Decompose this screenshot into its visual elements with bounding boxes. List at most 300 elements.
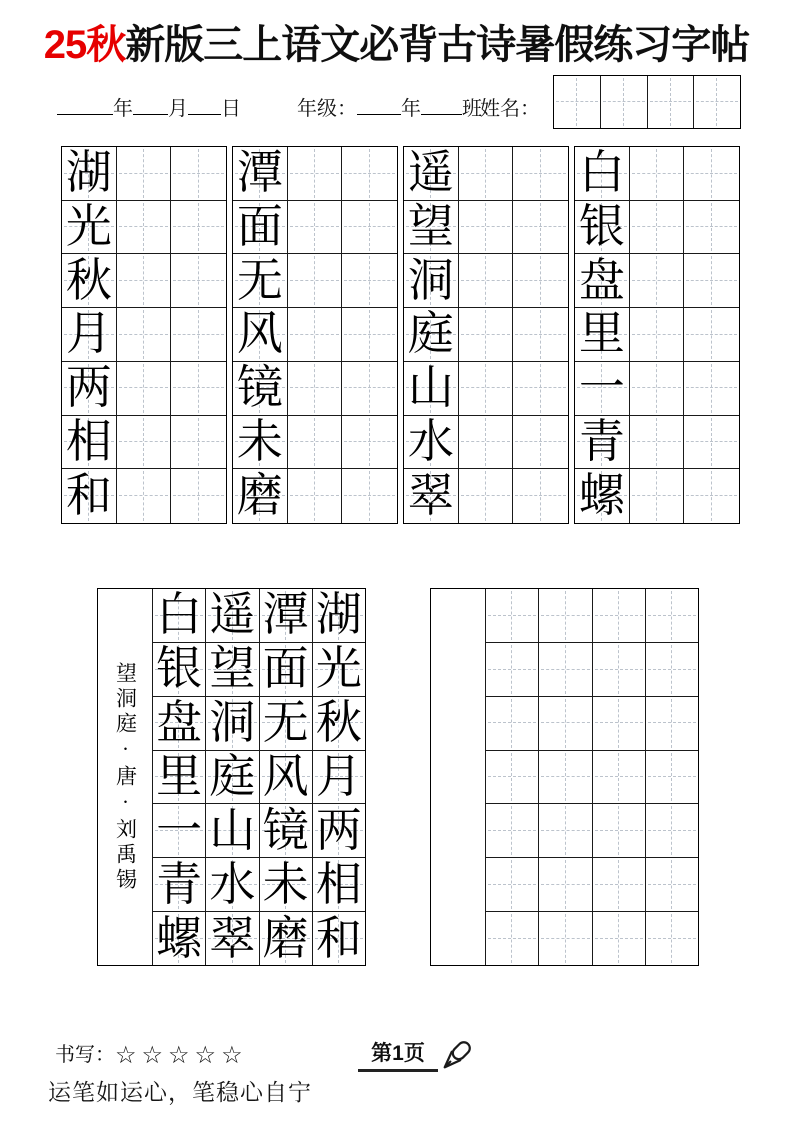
tianzige-cell: [486, 697, 538, 751]
center-guide-vertical: [314, 149, 315, 198]
tianzige-cell: [513, 362, 568, 416]
tianzige-cell: [260, 858, 312, 912]
practice-character: 磨: [262, 912, 309, 964]
tianzige-cell: [260, 912, 312, 965]
practice-character: 庭: [407, 308, 454, 360]
center-guide-horizontal: [119, 441, 169, 442]
center-guide-vertical: [656, 471, 657, 521]
center-guide-horizontal: [648, 938, 696, 939]
center-guide-vertical: [618, 699, 619, 748]
tianzige-cell: [646, 643, 698, 697]
practice-grid-line-2: [232, 146, 398, 524]
center-guide-horizontal: [541, 938, 589, 939]
practice-character: 月: [65, 308, 112, 360]
tianzige-cell: [206, 858, 258, 912]
practice-character: 两: [65, 362, 112, 414]
practice-grid-line-1: [61, 146, 227, 524]
tianzige-cell: [486, 912, 538, 965]
practice-character: 磨: [236, 470, 283, 522]
tianzige-cell: [593, 643, 645, 697]
center-guide-horizontal: [488, 884, 536, 885]
tianzige-cell: [404, 416, 459, 470]
tianzige-cell: [206, 643, 258, 697]
tianzige-cell: [233, 362, 288, 416]
tianzige-cell: [117, 416, 172, 470]
center-guide-horizontal: [119, 280, 169, 281]
tianzige-cell: [260, 751, 312, 805]
center-guide-vertical: [618, 645, 619, 694]
tianzige-cell: [513, 416, 568, 470]
tianzige-cell: [62, 308, 117, 362]
center-guide-vertical: [656, 256, 657, 305]
center-guide-vertical: [711, 418, 712, 467]
center-guide-horizontal: [556, 101, 598, 102]
center-guide-vertical: [143, 364, 144, 413]
center-guide-vertical: [511, 645, 512, 694]
center-guide-vertical: [314, 418, 315, 467]
practice-character: 镜: [236, 362, 283, 414]
tianzige-cell: [171, 201, 226, 255]
tianzige-cell: [404, 254, 459, 308]
center-guide-vertical: [485, 364, 486, 413]
practice-character: 月: [315, 751, 362, 802]
practice-character: 银: [578, 201, 625, 253]
center-guide-horizontal: [344, 280, 395, 281]
center-guide-vertical: [314, 310, 315, 359]
center-guide-horizontal: [344, 173, 395, 174]
grade-year-label: 年: [401, 98, 421, 120]
practice-character: 庭: [209, 751, 256, 802]
tianzige-cell: [117, 147, 172, 201]
center-guide-vertical: [369, 418, 370, 467]
center-guide-vertical: [656, 149, 657, 198]
practice-character: 湖: [315, 589, 362, 641]
tianzige-cell: [630, 416, 685, 470]
tianzige-cell: [62, 254, 117, 308]
tianzige-cell: [171, 254, 226, 308]
center-guide-vertical: [711, 256, 712, 305]
center-guide-horizontal: [173, 334, 224, 335]
center-guide-vertical: [511, 699, 512, 748]
tianzige-cell: [171, 147, 226, 201]
tianzige-cell: [153, 912, 205, 965]
center-guide-horizontal: [461, 387, 511, 388]
practice-character: 遥: [209, 589, 256, 641]
center-guide-vertical: [143, 149, 144, 198]
center-guide-horizontal: [648, 830, 696, 831]
center-guide-vertical: [198, 471, 199, 521]
center-guide-vertical: [711, 203, 712, 252]
tianzige-cell: [117, 362, 172, 416]
tianzige-cell: [575, 201, 630, 255]
tianzige-cell: [153, 697, 205, 751]
tianzige-cell: [233, 201, 288, 255]
center-guide-vertical: [671, 645, 672, 694]
practice-character: 未: [262, 858, 309, 910]
center-guide-vertical: [671, 753, 672, 802]
practice-character: 盘: [578, 254, 625, 306]
tianzige-cell: [630, 147, 685, 201]
practice-character: 里: [156, 751, 203, 802]
footer-motto: 运笔如运心，笔稳心自宁: [48, 1079, 312, 1105]
tianzige-cell: [288, 469, 343, 523]
tianzige-cell: [684, 469, 739, 523]
practice-character: 望: [209, 643, 256, 695]
tianzige-cell: [684, 147, 739, 201]
tianzige-cell: [459, 362, 514, 416]
page-title: [0, 13, 793, 70]
practice-character: 和: [315, 912, 362, 964]
tianzige-cell: [684, 254, 739, 308]
practice-character: 山: [407, 362, 454, 414]
center-guide-vertical: [656, 418, 657, 467]
practice-character: 秋: [315, 697, 362, 749]
practice-character: 白: [578, 147, 625, 199]
center-guide-vertical: [618, 591, 619, 640]
center-guide-horizontal: [595, 776, 643, 777]
center-guide-vertical: [716, 78, 717, 126]
tianzige-cell: [459, 469, 514, 523]
center-guide-horizontal: [515, 280, 566, 281]
center-guide-horizontal: [461, 280, 511, 281]
center-guide-vertical: [485, 310, 486, 359]
tianzige-cell: [459, 308, 514, 362]
center-guide-vertical: [511, 591, 512, 640]
tianzige-cell: [206, 912, 258, 965]
center-guide-vertical: [511, 860, 512, 909]
center-guide-horizontal: [173, 226, 224, 227]
center-guide-horizontal: [595, 938, 643, 939]
practice-character: 螺: [578, 470, 625, 522]
center-guide-vertical: [618, 860, 619, 909]
center-guide-horizontal: [648, 884, 696, 885]
center-guide-vertical: [565, 645, 566, 694]
tianzige-cell: [575, 147, 630, 201]
center-guide-vertical: [623, 78, 624, 126]
poem-column: [206, 589, 259, 965]
practice-character: 风: [262, 751, 309, 802]
center-guide-horizontal: [632, 387, 682, 388]
center-guide-horizontal: [173, 441, 224, 442]
tianzige-cell: [288, 147, 343, 201]
month-label: 月: [168, 98, 188, 120]
poem-title-column: [98, 589, 153, 965]
practice-character: 相: [315, 858, 362, 910]
center-guide-horizontal: [632, 280, 682, 281]
center-guide-horizontal: [686, 173, 737, 174]
tianzige-cell: [404, 201, 459, 255]
tianzige-cell: [206, 751, 258, 805]
day-label: 日: [221, 98, 241, 120]
center-guide-horizontal: [173, 280, 224, 281]
tianzige-cell: [342, 362, 397, 416]
center-guide-vertical: [656, 203, 657, 252]
tianzige-cell: [62, 416, 117, 470]
tianzige-cell: [313, 912, 365, 965]
tianzige-cell: [539, 589, 591, 643]
center-guide-horizontal: [290, 226, 340, 227]
center-guide-vertical: [618, 914, 619, 963]
page-title-highlight: 25秋: [43, 23, 126, 67]
center-guide-vertical: [369, 310, 370, 359]
tianzige-cell: [313, 751, 365, 805]
practice-character: 无: [262, 697, 309, 749]
tianzige-cell: [62, 362, 117, 416]
center-guide-horizontal: [515, 387, 566, 388]
tianzige-cell: [648, 76, 695, 128]
tianzige-cell: [260, 589, 312, 643]
center-guide-horizontal: [173, 495, 224, 496]
year-label: 年: [113, 98, 133, 120]
tianzige-cell: [342, 147, 397, 201]
practice-character: 青: [156, 858, 203, 910]
tianzige-cell: [313, 804, 365, 858]
center-guide-horizontal: [648, 669, 696, 670]
practice-character: 一: [578, 362, 625, 414]
center-guide-horizontal: [461, 173, 511, 174]
tianzige-cell: [539, 751, 591, 805]
poem-grid-empty: [430, 588, 699, 966]
tianzige-cell: [117, 308, 172, 362]
name-line: [480, 92, 540, 121]
practice-grid-line-4: [574, 146, 740, 524]
tianzige-cell: [459, 147, 514, 201]
center-guide-horizontal: [488, 722, 536, 723]
poem-column: [153, 589, 206, 965]
tianzige-cell: [342, 308, 397, 362]
grade-label: 年级：: [297, 98, 357, 120]
center-guide-vertical: [565, 591, 566, 640]
center-guide-horizontal: [488, 938, 536, 939]
tianzige-cell: [593, 804, 645, 858]
practice-character: 一: [156, 804, 203, 856]
tianzige-cell: [575, 254, 630, 308]
practice-character: 镜: [262, 804, 309, 856]
rating-label: 书写：: [55, 1044, 115, 1066]
center-guide-vertical: [314, 471, 315, 521]
tianzige-cell: [171, 308, 226, 362]
center-guide-horizontal: [344, 495, 395, 496]
center-guide-horizontal: [461, 226, 511, 227]
center-guide-vertical: [540, 471, 541, 521]
tianzige-cell: [684, 201, 739, 255]
center-guide-horizontal: [173, 387, 224, 388]
center-guide-horizontal: [686, 226, 737, 227]
center-guide-horizontal: [648, 776, 696, 777]
tianzige-cell: [171, 416, 226, 470]
center-guide-horizontal: [488, 776, 536, 777]
tianzige-cell: [575, 416, 630, 470]
center-guide-vertical: [671, 591, 672, 640]
tianzige-cell: [593, 589, 645, 643]
practice-character: 秋: [65, 254, 112, 306]
tianzige-cell: [630, 254, 685, 308]
center-guide-horizontal: [119, 387, 169, 388]
center-guide-horizontal: [488, 830, 536, 831]
tianzige-cell: [342, 416, 397, 470]
tianzige-cell: [288, 201, 343, 255]
center-guide-vertical: [540, 149, 541, 198]
center-guide-vertical: [369, 149, 370, 198]
center-guide-vertical: [143, 203, 144, 252]
center-guide-horizontal: [541, 615, 589, 616]
tianzige-cell: [404, 147, 459, 201]
center-guide-vertical: [565, 860, 566, 909]
tianzige-cell: [260, 643, 312, 697]
center-guide-horizontal: [461, 441, 511, 442]
tianzige-cell: [233, 416, 288, 470]
tianzige-cell: [153, 751, 205, 805]
center-guide-vertical: [314, 203, 315, 252]
center-guide-vertical: [198, 203, 199, 252]
center-guide-vertical: [369, 471, 370, 521]
tianzige-cell: [459, 416, 514, 470]
center-guide-vertical: [198, 364, 199, 413]
tianzige-cell: [539, 643, 591, 697]
practice-character: 螺: [156, 912, 203, 964]
practice-character: 光: [315, 643, 362, 695]
center-guide-horizontal: [488, 615, 536, 616]
center-guide-horizontal: [541, 830, 589, 831]
center-guide-horizontal: [290, 495, 340, 496]
tianzige-cell: [539, 912, 591, 965]
center-guide-vertical: [711, 364, 712, 413]
center-guide-horizontal: [515, 441, 566, 442]
center-guide-horizontal: [515, 495, 566, 496]
center-guide-vertical: [565, 806, 566, 855]
grade-class-label: 班: [462, 98, 482, 120]
center-guide-vertical: [314, 256, 315, 305]
tianzige-cell: [404, 469, 459, 523]
tianzige-cell: [694, 76, 740, 128]
tianzige-cell: [459, 201, 514, 255]
practice-character: 无: [236, 254, 283, 306]
center-guide-vertical: [369, 203, 370, 252]
center-guide-vertical: [671, 806, 672, 855]
tianzige-cell: [342, 254, 397, 308]
tianzige-cell: [486, 858, 538, 912]
center-guide-horizontal: [119, 173, 169, 174]
practice-character: 水: [209, 858, 256, 910]
tianzige-cell: [342, 469, 397, 523]
practice-character: 潭: [262, 589, 309, 641]
name-label: 姓名：: [480, 98, 540, 120]
center-guide-vertical: [671, 914, 672, 963]
practice-character: 洞: [209, 697, 256, 749]
center-guide-horizontal: [515, 334, 566, 335]
practice-character: 潭: [236, 147, 283, 199]
practice-grid-line-3: [403, 146, 569, 524]
center-guide-horizontal: [541, 669, 589, 670]
center-guide-horizontal: [119, 226, 169, 227]
poem-title-vertical-text: 望洞庭·唐·刘禹锡: [113, 661, 138, 893]
center-guide-vertical: [511, 914, 512, 963]
tianzige-cell: [593, 912, 645, 965]
tianzige-cell: [684, 308, 739, 362]
center-guide-vertical: [485, 418, 486, 467]
center-guide-vertical: [711, 471, 712, 521]
tianzige-cell: [684, 362, 739, 416]
tianzige-cell: [646, 751, 698, 805]
rating-stars: ☆☆☆☆☆: [115, 1043, 248, 1069]
center-guide-vertical: [540, 310, 541, 359]
tianzige-cell: [486, 751, 538, 805]
grade-line: [297, 92, 482, 121]
date-line: [57, 92, 241, 121]
center-guide-horizontal: [541, 722, 589, 723]
center-guide-vertical: [485, 203, 486, 252]
tianzige-cell: [513, 469, 568, 523]
center-guide-horizontal: [173, 173, 224, 174]
center-guide-vertical: [511, 806, 512, 855]
tianzige-cell: [539, 804, 591, 858]
center-guide-horizontal: [686, 387, 737, 388]
center-guide-vertical: [540, 364, 541, 413]
center-guide-vertical: [143, 256, 144, 305]
center-guide-vertical: [198, 310, 199, 359]
tianzige-cell: [206, 697, 258, 751]
center-guide-horizontal: [488, 669, 536, 670]
practice-character: 面: [262, 643, 309, 695]
tianzige-cell: [233, 254, 288, 308]
center-guide-horizontal: [119, 334, 169, 335]
poem-column: [539, 589, 592, 965]
center-guide-horizontal: [595, 615, 643, 616]
center-guide-horizontal: [461, 495, 511, 496]
center-guide-vertical: [540, 203, 541, 252]
tianzige-cell: [233, 147, 288, 201]
tianzige-cell: [575, 362, 630, 416]
center-guide-horizontal: [686, 334, 737, 335]
poem-column: [486, 589, 539, 965]
tianzige-cell: [288, 308, 343, 362]
center-guide-horizontal: [595, 830, 643, 831]
center-guide-horizontal: [344, 441, 395, 442]
practice-character: 翠: [209, 912, 256, 964]
center-guide-vertical: [711, 310, 712, 359]
tianzige-cell: [646, 912, 698, 965]
tianzige-cell: [513, 308, 568, 362]
center-guide-horizontal: [632, 495, 682, 496]
tianzige-cell: [513, 201, 568, 255]
tianzige-cell: [601, 76, 648, 128]
tianzige-cell: [684, 416, 739, 470]
tianzige-cell: [630, 308, 685, 362]
tianzige-cell: [171, 469, 226, 523]
poem-column: [593, 589, 646, 965]
center-guide-horizontal: [119, 495, 169, 496]
center-guide-horizontal: [515, 173, 566, 174]
center-guide-vertical: [198, 149, 199, 198]
center-guide-vertical: [670, 78, 671, 126]
tianzige-cell: [630, 201, 685, 255]
center-guide-horizontal: [290, 441, 340, 442]
practice-character: 银: [156, 643, 203, 695]
center-guide-vertical: [143, 310, 144, 359]
center-guide-vertical: [565, 699, 566, 748]
center-guide-vertical: [540, 256, 541, 305]
center-guide-vertical: [656, 364, 657, 413]
tianzige-cell: [404, 308, 459, 362]
practice-character: 青: [578, 415, 625, 467]
tianzige-cell: [539, 697, 591, 751]
tianzige-cell: [313, 589, 365, 643]
center-guide-horizontal: [650, 101, 692, 102]
tianzige-cell: [593, 858, 645, 912]
center-guide-horizontal: [541, 776, 589, 777]
center-guide-horizontal: [595, 884, 643, 885]
center-guide-vertical: [485, 149, 486, 198]
